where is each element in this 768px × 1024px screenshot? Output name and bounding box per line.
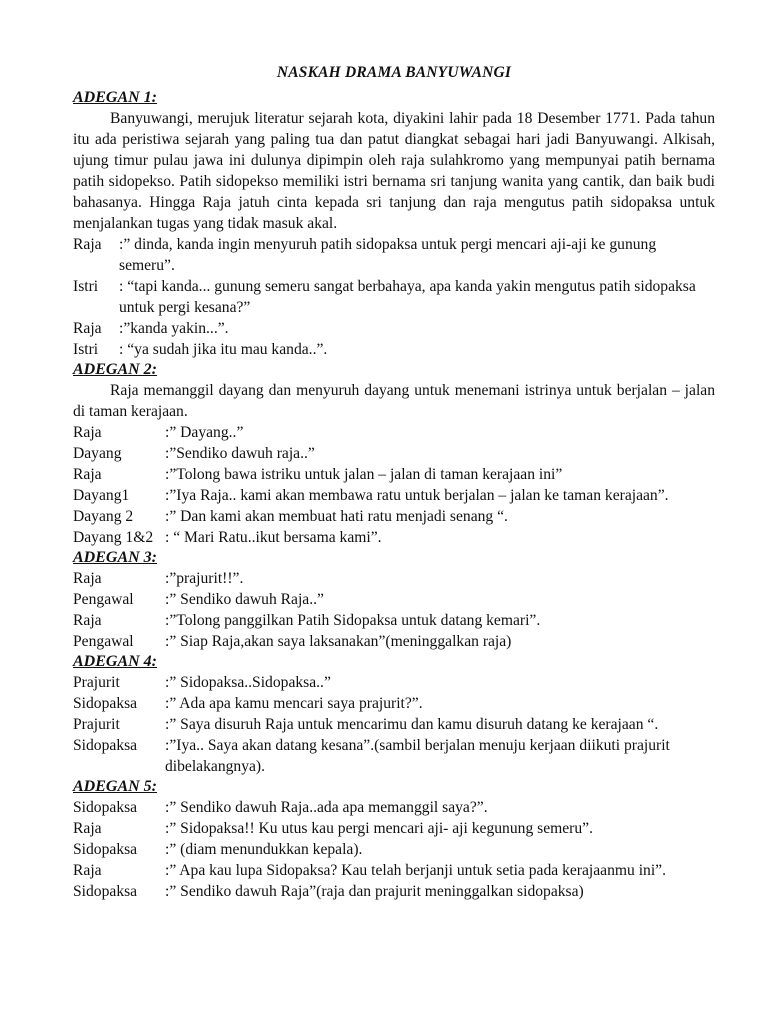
dialogue-line [73,506,715,527]
dialogue-text: :” Ada apa kamu mencari saya prajurit?”. [165,695,423,712]
dialogue-line [73,339,715,360]
dialogue-text: :” Apa kau lupa Sidopaksa? Kau telah berjanji untuk setia pada kerajaanmu ini”. [165,862,666,879]
dialogue-text: :” Sendiko dawuh Raja”(raja dan prajurit meninggalkan sidopaksa) [165,883,584,900]
dialogue-text: :” (diam menundukkan kepala). [165,841,363,858]
speaker-name: Dayang 2 [73,508,134,525]
speaker-name: Istri [73,341,99,358]
page-title: NASKAH DRAMA BANYUWANGI [276,64,512,81]
dialogue-line [73,234,715,276]
dialogue-line [73,318,715,339]
dialogue-text: :” Sendiko dawuh Raja..” [165,591,324,608]
dialogue-line [73,860,715,881]
speaker-name: Raja [73,424,102,441]
speaker-name: Pengawal [73,591,134,608]
dialogue-line [73,631,715,652]
dialogue-text: : “ya sudah jika itu mau kanda..”. [119,341,328,358]
dialogue-line [73,714,715,735]
speaker-name: Pengawal [73,633,134,650]
scene-2 [73,360,715,548]
dialogue-text: :”Tolong panggilkan Patih Sidopaksa untuk datang kemari”. [165,612,541,629]
scene-heading: ADEGAN 3: [73,549,158,566]
dialogue-text: :”Iya Raja.. kami akan membawa ratu untuk berjalan – jalan ke taman kerajaan”. [165,487,669,504]
speaker-name: Sidopaksa [73,799,138,816]
speaker-name: Raja [73,570,102,587]
scene-1 [73,88,715,360]
dialogue-text: :” Sidopaksa..Sidopaksa..” [165,674,331,691]
speaker-name: Dayang 1&2 [73,529,154,546]
speaker-name: Raja [73,862,102,879]
scene-heading: ADEGAN 1: [73,89,158,106]
speaker-name: Prajurit [73,674,120,691]
dialogue-text: :” Saya disuruh Raja untuk mencarimu dan kamu disuruh datang ke kerajaan “. [165,716,659,733]
dialogue-line [73,464,715,485]
speaker-name: Sidopaksa [73,737,138,754]
speaker-name: Sidopaksa [73,883,138,900]
dialogue-line [73,276,715,318]
dialogue-line [73,881,715,902]
speaker-name: Prajurit [73,716,120,733]
dialogue-text: :” dinda, kanda ingin menyuruh patih sidopaksa untuk pergi mencari aji-aji ke gunung semeru”. [119,236,657,274]
scene-narration: Raja memanggil dayang dan menyuruh dayang untuk menemani istrinya untuk berjalan – jalan di taman kerajaan. [73,382,715,420]
dialogue-line [73,589,715,610]
dialogue-text: :” Sidopaksa!! Ku utus kau pergi mencari aji- aji kegunung semeru”. [165,820,593,837]
script-body [73,64,715,902]
speaker-name: Dayang [73,445,122,462]
speaker-name: Dayang1 [73,487,130,504]
speaker-name: Sidopaksa [73,841,138,858]
dialogue-text: :”Sendiko dawuh raja..” [165,445,315,462]
dialogue-text: :” Sendiko dawuh Raja..ada apa memanggil saya?”. [165,799,488,816]
speaker-name: Raja [73,466,102,483]
scene-heading: ADEGAN 2: [73,361,158,378]
dialogue-line [73,485,715,506]
dialogue-text: : “ Mari Ratu..ikut bersama kami”. [165,529,382,546]
dialogue-line [73,735,715,777]
dialogue-line [73,672,715,693]
dialogue-text: :”prajurit!!”. [165,570,244,587]
scene-5 [73,777,715,902]
speaker-name: Sidopaksa [73,695,138,712]
dialogue-text: : “tapi kanda... gunung semeru sangat berbahaya, apa kanda yakin mengutus patih sidopaksa untuk pergi kesana?” [119,278,696,316]
dialogue-text: :”Iya.. Saya akan datang kesana”.(sambil berjalan menuju kerjaan diikuti prajurit dibelakangnya). [165,737,670,775]
scene-4 [73,652,715,777]
dialogue-line [73,443,715,464]
scene-narration: Banyuwangi, merujuk literatur sejarah kota, diyakini lahir pada 18 Desember 1771. Pada tahun itu ada peristiwa sejarah yang paling tua dan patut diangkat sebagai hari jadi Banyuwangi. Alkisah, ujung timur pulau jawa ini dulunya dipimpin oleh raja sulahkromo yang mempunyai patih bernama patih sidopekso. Patih sidopekso memiliki istri bernama sri tanjung wanita yang cantik, dan baik budi bahasanya. Hingga Raja jatuh cinta kepada sri tanjung dan raja mengutus patih sidopaksa untuk menjalankan tugas yang tidak masuk akal. [73,110,715,232]
dialogue-line [73,797,715,818]
dialogue-line [73,610,715,631]
dialogue-line [73,839,715,860]
scene-3 [73,548,715,652]
speaker-name: Raja [73,236,102,253]
dialogue-text: :” Dayang..” [165,424,244,441]
dialogue-line [73,568,715,589]
dialogue-text: :”Tolong bawa istriku untuk jalan – jalan di taman kerajaan ini” [165,466,563,483]
dialogue-line [73,693,715,714]
dialogue-text: :” Dan kami akan membuat hati ratu menjadi senang “. [165,508,508,525]
scene-heading: ADEGAN 5: [73,778,158,795]
dialogue-line [73,422,715,443]
dialogue-line [73,818,715,839]
dialogue-line [73,527,715,548]
speaker-name: Istri [73,278,99,295]
scene-heading: ADEGAN 4: [73,653,158,670]
speaker-name: Raja [73,612,102,629]
speaker-name: Raja [73,820,102,837]
dialogue-text: :” Siap Raja,akan saya laksanakan”(meninggalkan raja) [165,633,512,650]
dialogue-text: :”kanda yakin...”. [119,320,229,337]
speaker-name: Raja [73,320,102,337]
